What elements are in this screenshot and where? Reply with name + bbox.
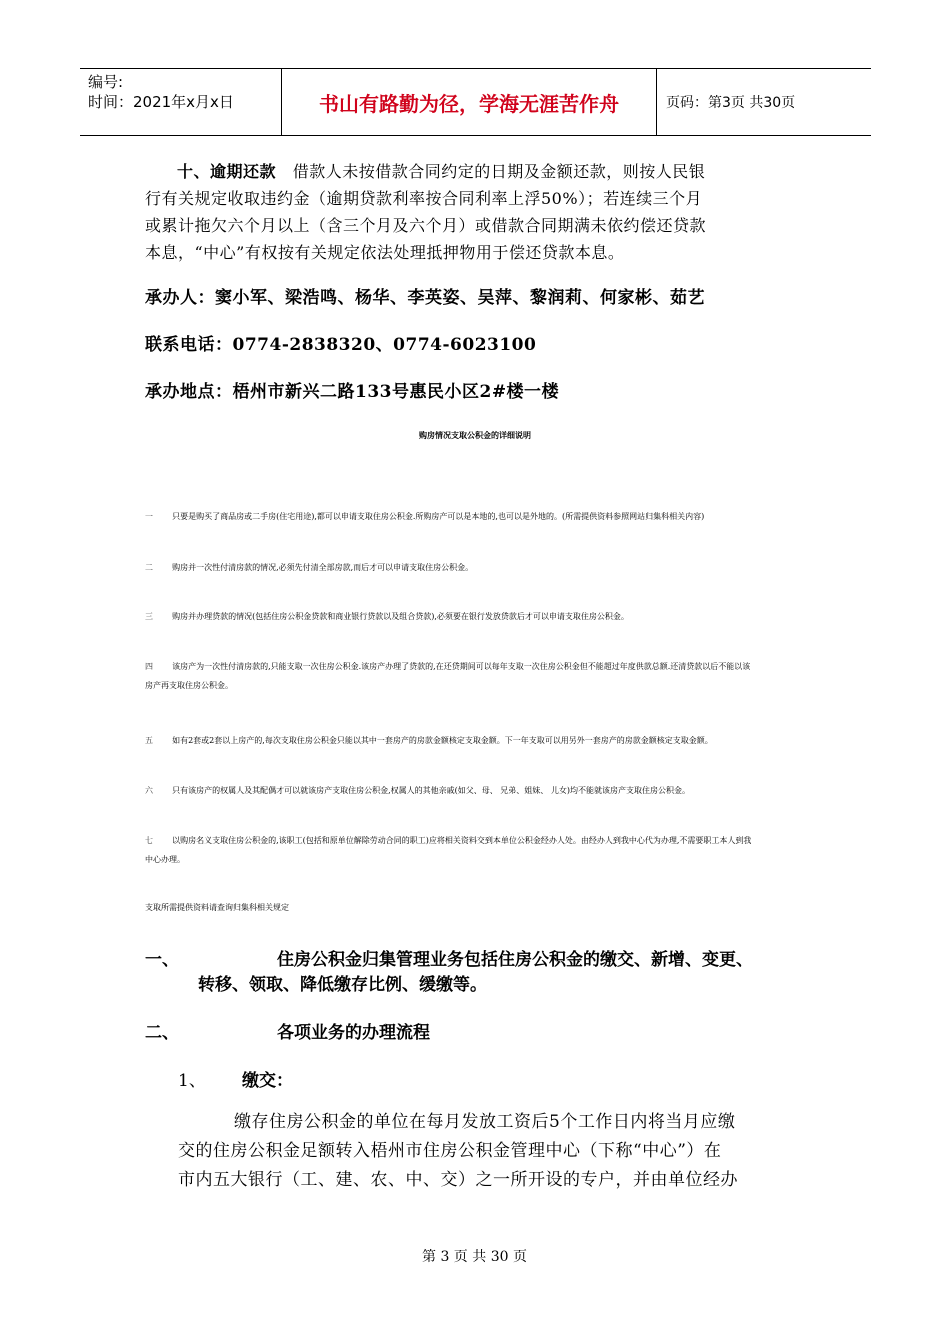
withdraw-item-number: 七 [145,836,153,845]
withdraw-item-text: 购房并办理贷款的情况(包括住房公积金贷款和商业银行贷款以及组合贷款),必须要在银行发放贷款后才可以申请支取住房公积金。 [172,612,629,621]
page-header [80,68,871,136]
withdraw-item-text: 只有该房产的权属人及其配偶才可以就该房产支取住房公积金,权属人的其他亲戚(如父、母、 兄弟、姐妹、 儿女)均不能就该房产支取住房公积金。 [172,786,690,795]
handlers-line: 承办人：窦小军、梁浩鸣、杨华、李英姿、吴萍、黎润莉、何家彬、茹艺 [145,288,705,308]
withdraw-note: 支取所需提供资料请查询归集科相关规定 [145,903,289,912]
withdraw-item [145,654,750,673]
section-overdue-repayment [145,158,805,266]
withdraw-item-continuation: 中心办理。 [145,855,185,864]
section-overdue-text-4: 本息，“中心”有权按有关规定依法处理抵押物用于偿还贷款本息。 [145,243,625,262]
section-overdue-title: 十、逾期还款 [177,162,277,181]
withdraw-item-number: 二 [145,563,153,572]
page-footer: 第 3 页 共 30 页 [422,1249,527,1265]
withdraw-item-text: 只要是购买了商品房或二手房(住宅用途),都可以申请支取住房公积金.所购房产可以是本地的,也可以是外地的。(所需提供资料参照网站归集科相关内容) [172,512,705,521]
withdraw-item [145,728,713,747]
section-overdue-text-1: 借款人未按借款合同约定的日期及金额还款，则按人民银 [292,162,706,181]
section-overdue-text-2: 行有关规定收取违约金（逾期贷款利率按合同利率上浮50%）；若连续三个月 [145,189,703,208]
withdraw-item-number: 六 [145,786,153,795]
withdraw-item-continuation: 房产再支取住房公积金。 [145,681,233,690]
withdraw-item-text: 该房产为一次性付清房款的,只能支取一次住房公积金.该房产办理了贷款的,在还贷期间可以每年支取一次住房公积金但不能超过年度供款总额.还清贷款以后不能以该 [172,662,751,671]
part-one-line-1: 住房公积金归集管理业务包括住房公积金的缴交、新增、变更、 [277,950,753,970]
part-two-number: 二、 [145,1023,179,1043]
pay-text-line-1: 缴存住房公积金的单位在每月发放工资后5个工作日内将当月应缴 [234,1112,736,1132]
sub-one-title: 缴交： [242,1071,293,1091]
withdraw-item [145,828,751,847]
withdraw-title: 购房情况支取公积金的详细说明 [419,430,531,440]
phone-line: 联系电话：0774-2838320、0774-6023100 [145,335,537,355]
withdraw-item-number: 一 [145,512,153,521]
withdraw-item-text: 购房并一次性付清房款的情况,必须先付清全部房款,而后才可以申请支取住房公积金。 [172,563,474,572]
pay-text-line-2: 交的住房公积金足额转入梧州市住房公积金管理中心（下称“中心”）在 [178,1141,722,1161]
pay-paragraph [178,1108,798,1195]
withdraw-item [145,555,473,574]
withdraw-item [145,604,629,623]
part-one-number: 一、 [145,950,179,970]
section-overdue-text-3: 或累计拖欠六个月以上（含三个月及六个月）或借款合同期满未依约偿还贷款 [145,216,707,235]
withdraw-item [145,778,690,797]
header-motto: 书山有路勤为径，学海无涯苦作舟 [319,91,619,116]
withdraw-item-number: 三 [145,612,153,621]
header-page-info: 页码：第3页 共30页 [666,95,796,111]
address-line: 承办地点：梧州市新兴二路133号惠民小区2#楼一楼 [145,382,560,402]
header-divider-right [656,68,657,136]
withdraw-item-number: 五 [145,736,153,745]
document-number-label: 编号: [88,73,124,91]
part-one-line-2: 转移、领取、降低缴存比例、缓缴等。 [198,975,487,995]
header-meta [88,72,234,112]
part-two-title: 各项业务的办理流程 [277,1023,430,1043]
withdraw-item-text: 以购房名义支取住房公积金的,该职工(包括和原单位解除劳动合同的职工)应将相关资料交到本单位公积金经办人处。由经办人到我中心代为办理,不需要职工本人到我 [172,836,752,845]
withdraw-item [145,504,704,523]
withdraw-item-text: 如有2套或2套以上房产的,每次支取住房公积金只能以其中一套房产的房款金额核定支取金额。下一年支取可以用另外一套房产的房款金额核定支取金额。 [172,736,713,745]
pay-text-line-3: 市内五大银行（工、建、农、中、交）之一所开设的专户，并由单位经办 [178,1170,738,1190]
withdraw-item-number: 四 [145,662,153,671]
document-time-label: 时间：2021年x月x日 [88,93,234,111]
sub-one-number: 1、 [178,1071,206,1091]
